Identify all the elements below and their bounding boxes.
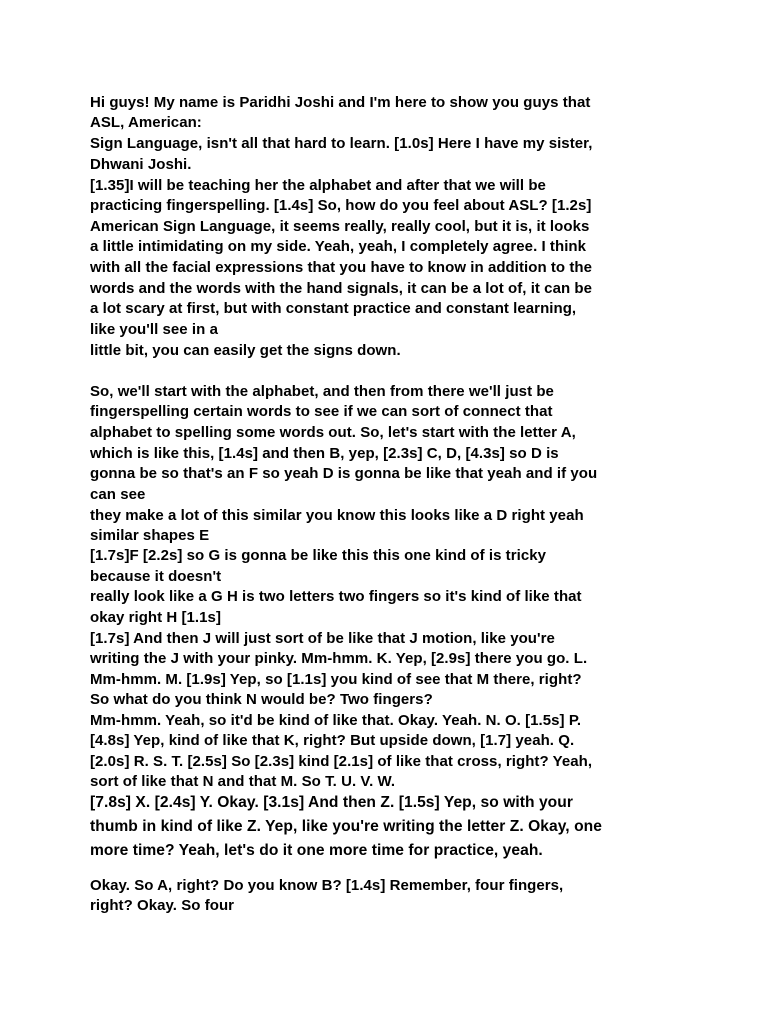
- text-line: words and the words with the hand signals, it can be a lot of, it can be: [90, 280, 592, 297]
- text-line: similar shapes E: [90, 527, 210, 544]
- text-line: more time? Yeah, let's do it one more time for practice, yeah.: [90, 842, 543, 859]
- text-line: which is like this, [1.4s] and then B, yep, [2.3s] C, D, [4.3s] so D is: [90, 445, 559, 462]
- text-line: sort of like that N and that M. So T. U. V. W.: [90, 773, 396, 790]
- text-line: So, we'll start with the alphabet, and then from there we'll just be: [90, 383, 554, 400]
- text-line: American Sign Language, it seems really, really cool, but it is, it looks: [90, 218, 590, 235]
- text-line: a little intimidating on my side. Yeah, yeah, I completely agree. I think: [90, 238, 587, 255]
- text-line: Okay. So A, right? Do you know B? [1.4s] Remember, four fingers,: [90, 877, 564, 894]
- text-line: So what do you think N would be? Two fingers?: [90, 691, 433, 708]
- text-line: alphabet to spelling some words out. So, let's start with the letter A,: [90, 424, 576, 441]
- text-line: [1.7s]F [2.2s] so G is gonna be like this this one kind of is tricky: [90, 547, 547, 564]
- text-line: [2.0s] R. S. T. [2.5s] So [2.3s] kind [2.1s] of like that cross, right? Yeah,: [90, 753, 593, 770]
- text-line: Mm-hmm. Yeah, so it'd be kind of like that. Okay. Yeah. N. O. [1.5s] P.: [90, 712, 582, 729]
- text-line: fingerspelling certain words to see if we can sort of connect that: [90, 403, 553, 420]
- text-line: really look like a G H is two letters two fingers so it's kind of like that: [90, 588, 582, 605]
- text-line: they make a lot of this similar you know this looks like a D right yeah: [90, 507, 584, 524]
- text-line: like you'll see in a: [90, 321, 218, 338]
- text-line: gonna be so that's an F so yeah D is gonna be like that yeah and if you: [90, 465, 598, 482]
- text-line: [4.8s] Yep, kind of like that K, right? But upside down, [1.7] yeah. Q.: [90, 732, 575, 749]
- text-line: ASL, American:: [90, 114, 202, 131]
- text-line: Hi guys! My name is Paridhi Joshi and I'm here to show you guys that: [90, 94, 591, 111]
- text-line: little bit, you can easily get the signs down.: [90, 342, 401, 359]
- text-line: Mm-hmm. M. [1.9s] Yep, so [1.1s] you kind of see that M there, right?: [90, 671, 582, 688]
- text-line: thumb in kind of like Z. Yep, like you're writing the letter Z. Okay, one: [90, 818, 602, 835]
- text-line: right? Okay. So four: [90, 897, 235, 914]
- text-line: writing the J with your pinky. Mm-hmm. K. Yep, [2.9s] there you go. L.: [90, 650, 588, 667]
- text-line: with all the facial expressions that you have to know in addition to the: [90, 259, 593, 276]
- text-line: [7.8s] X. [2.4s] Y. Okay. [3.1s] And then Z. [1.5s] Yep, so with your: [90, 794, 573, 811]
- text-line: a lot scary at first, but with constant practice and constant learning,: [90, 300, 577, 317]
- text-line: [1.35]I will be teaching her the alphabet and after that we will be: [90, 177, 546, 194]
- text-line: okay right H [1.1s]: [90, 609, 221, 626]
- text-line: practicing fingerspelling. [1.4s] So, how do you feel about ASL? [1.2s]: [90, 197, 592, 214]
- text-line: Sign Language, isn't all that hard to learn. [1.0s] Here I have my sister,: [90, 135, 593, 152]
- text-line: Dhwani Joshi.: [90, 156, 192, 173]
- text-line: because it doesn't: [90, 568, 222, 585]
- text-line: [1.7s] And then J will just sort of be like that J motion, like you're: [90, 630, 555, 647]
- text-line: can see: [90, 486, 146, 503]
